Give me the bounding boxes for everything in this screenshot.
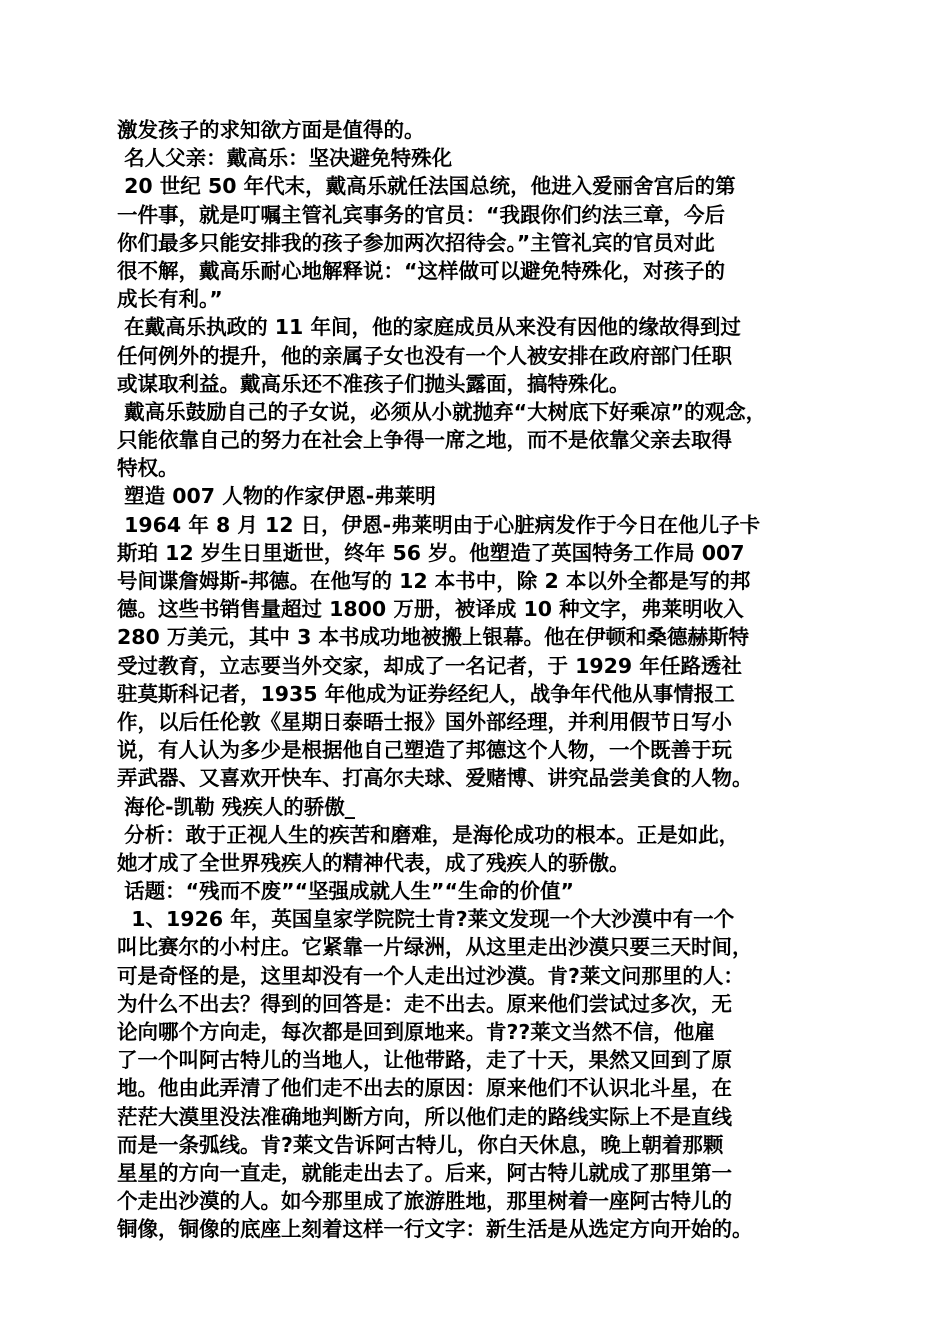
text-line: 铜像，铜像的底座上刻着这样一行文字：新生活是从选定方向开始的。	[117, 1217, 753, 1242]
text-line: 茫茫大漠里没法准确地判断方向，所以他们走的路线实际上不是直线	[117, 1104, 732, 1129]
text-line: 弄武器、又喜欢开快车、打高尔夫球、爱赌博、讲究品尝美食的人物。	[117, 766, 753, 791]
text-line: 激发孩子的求知欲方面是值得的。	[117, 118, 425, 142]
text-line: 在戴高乐执政的 11 年间，他的家庭成员从来没有因他的缘故得到过	[117, 315, 741, 340]
section-heading-de-gaulle: 名人父亲：戴高乐：坚决避免特殊化	[117, 146, 453, 171]
text-line: 叫比赛尔的小村庄。它紧靠一片绿洲，从这里走出沙漠只要三天时间，	[117, 935, 753, 960]
text-line: 特权。	[117, 456, 179, 481]
text-line: 只能依靠自己的努力在社会上争得一席之地，而不是依靠父亲去取得	[117, 428, 732, 453]
text-line: 星星的方向一直走，就能走出去了。后来，阿古特儿就成了那里第一	[117, 1160, 732, 1185]
text-line: 你们最多只能安排我的孩子参加两次招待会。”主管礼宾的官员对此	[117, 230, 715, 255]
text-line: 可是奇怪的是，这里却没有一个人走出过沙漠。肯?莱文问那里的人：	[117, 963, 744, 988]
text-line: 了一个叫阿古特儿的当地人，让他带路，走了十天，果然又回到了原	[117, 1048, 732, 1073]
document-body	[117, 116, 847, 1244]
text-line: 说，有人认为多少是根据他自己塑造了邦德这个人物，一个既善于玩	[117, 738, 732, 763]
section-heading-fleming: 塑造 007 人物的作家伊恩-弗莱明	[117, 484, 436, 509]
text-line: 戴高乐鼓励自己的子女说，必须从小就抛弃“大树底下好乘凉”的观念，	[117, 399, 767, 424]
text-line: 20 世纪 50 年代末，戴高乐就任法国总统，他进入爱丽舍宫后的第	[117, 174, 736, 199]
text-line: 任何例外的提升，他的亲属子女也没有一个人被安排在政府部门任职	[117, 343, 732, 368]
text-line: 为什么不出去？得到的回答是：走不出去。原来他们尝试过多次，无	[117, 991, 732, 1016]
text-line: 1、1926 年，英国皇家学院院士肯?莱文发现一个大沙漠中有一个	[117, 907, 735, 932]
text-line: 280 万美元，其中 3 本书成功地被搬上银幕。他在伊顿和桑德赫斯特	[117, 625, 749, 650]
text-line: 或谋取利益。戴高乐还不准孩子们抛头露面，搞特殊化。	[117, 371, 630, 396]
text-line: 而是一条弧线。肯?莱文告诉阿古特儿，你白天休息，晚上朝着那颗	[117, 1132, 724, 1157]
text-line: 论向哪个方向走，每次都是回到原地来。肯??莱文当然不信，他雇	[117, 1020, 715, 1044]
text-line: 斯珀 12 岁生日里逝世，终年 56 岁。他塑造了英国特务工作局 007	[117, 540, 745, 565]
text-line: 成长有利。”	[117, 287, 223, 312]
text-line: 地。他由此弄清了他们走不出去的原因：原来他们不认识北斗星，在	[117, 1076, 732, 1101]
text-line: 个走出沙漠的人。如今那里成了旅游胜地，那里树着一座阿古特儿的	[117, 1189, 732, 1214]
text-line: 号间谍詹姆斯-邦德。在他写的 12 本书中，除 2 本以外全都是写的邦	[117, 569, 751, 593]
text-line: 德。这些书销售量超过 1800 万册，被译成 10 种文字，弗莱明收入	[117, 597, 744, 622]
text-line: 作，以后任伦敦《星期日泰晤士报》国外部经理，并利用假节日写小	[117, 709, 732, 734]
text-line: 驻莫斯科记者，1935 年他成为证券经纪人，战争年代他从事情报工	[117, 681, 735, 706]
text-line: 很不解，戴高乐耐心地解释说：“这样做可以避免特殊化，对孩子的	[117, 258, 725, 283]
section-heading-helen-keller: 海伦-凯勒 残疾人的骄傲_	[117, 794, 356, 819]
text-line: 一件事，就是叮嘱主管礼宾事务的官员：“我跟你们约法三章，今后	[117, 202, 725, 227]
text-line: 分析：敢于正视人生的疾苦和磨难，是海伦成功的根本。正是如此，	[117, 822, 740, 847]
text-line: 1964 年 8 月 12 日，伊恩-弗莱明由于心脏病发作于今日在他儿子卡	[117, 512, 761, 537]
text-line: 她才成了全世界残疾人的精神代表，成了残疾人的骄傲。	[117, 850, 630, 875]
text-line: 受过教育，立志要当外交家，却成了一名记者，于 1929 年任路透社	[117, 653, 742, 678]
topic-line: 话题：“残而不废”“坚强成就人生”“生命的价值”	[117, 879, 574, 904]
